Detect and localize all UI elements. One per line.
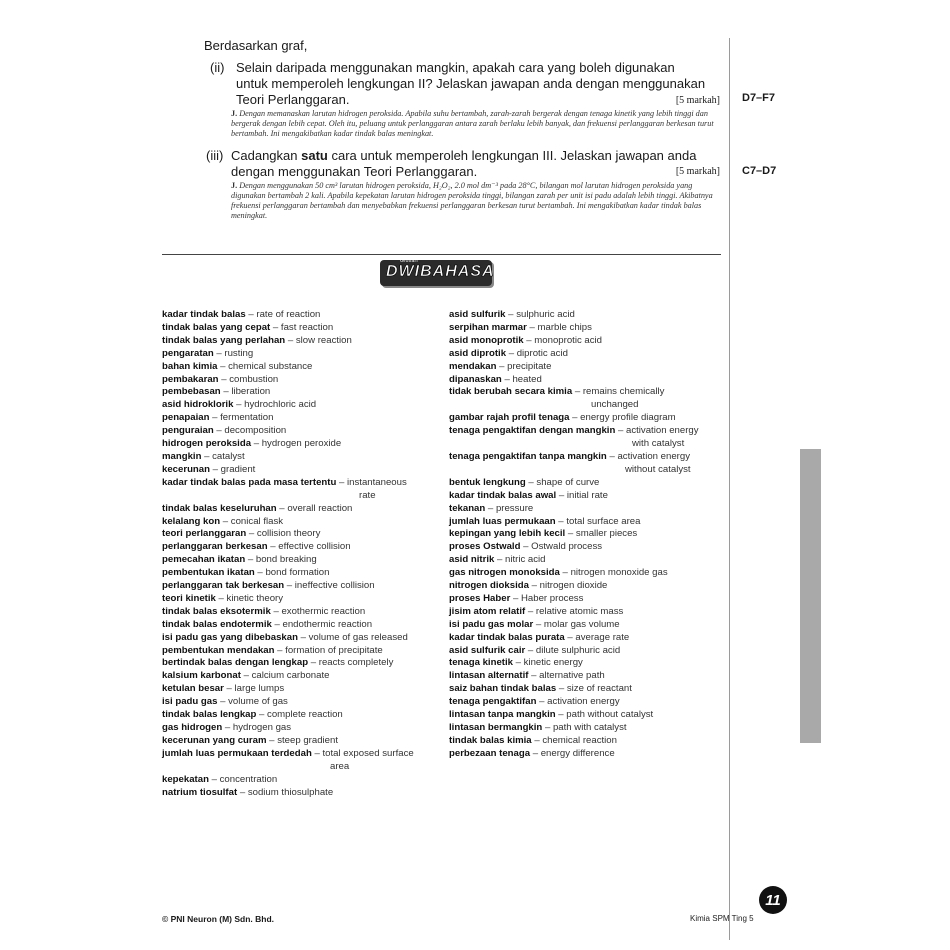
glossary-term: kepingan yang lebih kecil (449, 528, 566, 540)
glossary-entry: pembentukan ikatan – bond formation (162, 567, 330, 579)
glossary-term: pembakaran (162, 373, 219, 385)
glossary-entry: lintasan alternatif – alternative path (449, 670, 605, 682)
glossary-translation: exothermic reaction (281, 605, 366, 617)
question-text (231, 148, 706, 180)
section-divider (162, 254, 721, 255)
glossary-term: jumlah luas permukaan (449, 515, 556, 527)
glossary-term: asid diprotik (449, 347, 507, 359)
glossary-entry: tenaga kinetik – kinetic energy (449, 657, 583, 669)
glossary-entry: perlanggaran tak berkesan – ineffective collision (162, 580, 375, 592)
glossary-term: isi padu gas yang dibebaskan (162, 631, 298, 643)
glossary-term: perlanggaran tak berkesan (162, 580, 285, 592)
glossary-translation-cont: rate (359, 489, 376, 501)
glossary-entry: kalsium karbonat – calcium carbonate (162, 670, 330, 682)
answer-text: Dengan memanaskan larutan hidrogen peroksida. Apabila suhu bertambah, zarah-zarah bergerak dengan tenaga kinetik yang lebih tinggi dan bergerak dengan lebih cepat. Oleh itu, peluang untuk perlanggaran antara zarah berlaku lebih banyak, dan frekuensi perlanggaran berkesan turut bertambah. Ini mengakibatkan kadar tindak balas meningkat. (231, 109, 714, 138)
dwibahasa-logo (380, 258, 495, 286)
glossary-term: gas nitrogen monoksida (449, 567, 560, 579)
glossary-translation: fermentation (220, 412, 274, 424)
glossary-translation: heated (512, 373, 542, 385)
glossary-entry: lintasan tanpa mangkin – path without catalyst (449, 709, 654, 721)
glossary-entry: tindak balas eksotermik – exothermic reaction (162, 605, 366, 617)
glossary-term: jisim atom relatif (449, 605, 526, 617)
glossary-translation: average rate (575, 631, 630, 643)
glossary-entry: kadar tindak balas purata – average rate (449, 631, 630, 643)
question-marks: [5 markah] (675, 95, 720, 106)
glossary-term: tindak balas lengkap (162, 709, 257, 721)
glossary-translation: path without catalyst (566, 709, 654, 721)
glossary-translation: total surface area (566, 515, 641, 527)
glossary-term: tindak balas eksotermik (162, 605, 271, 617)
glossary-term: kadar tindak balas (162, 309, 246, 320)
glossary-term: proses Ostwald (449, 541, 521, 553)
glossary-translation: calcium carbonate (251, 670, 330, 682)
glossary-translation: concentration (219, 773, 278, 785)
glossary-translation-cont: with catalyst (632, 438, 685, 450)
glossary-entry: gas hidrogen – hydrogen gas (162, 722, 292, 733)
glossary-translation: sulphuric acid (516, 309, 575, 320)
question-number: (ii) (210, 60, 225, 75)
glossary-entry: pembakaran – combustion (162, 373, 279, 385)
glossary-entry: asid diprotik – diprotic acid (449, 347, 568, 359)
glossary-translation: volume of gas released (308, 631, 408, 643)
glossary-left-column (162, 309, 447, 799)
glossary-term: dipanaskan (449, 373, 502, 385)
answer-ii (231, 109, 721, 139)
glossary-term: kadar tindak balas awal (449, 489, 557, 501)
glossary-entry: tindak balas keseluruhan – overall reaction (162, 502, 353, 514)
glossary-term: pengaratan (162, 347, 214, 359)
page-margin-rule (729, 38, 730, 940)
glossary-translation: size of reactant (566, 683, 632, 695)
glossary-term: penguraian (162, 425, 214, 437)
glossary-entry: tenaga pengaktifan dengan mangkin – activation energy with catalyst (449, 425, 724, 451)
glossary-term: tindak balas yang cepat (162, 321, 271, 333)
answer-text: Dengan menggunakan 50 cm³ larutan hidrogen peroksida, H₂O₂, 2.0 mol dm⁻³ pada 28°C, bilangan mol larutan hidrogen peroksida yang digunakan bertambah 2 kali. Apabila kepekatan larutan hidrogen peroksida tinggi, bilangan zarah per unit isi padu adalah lebih tinggi. Akibatnya frekuensi perlanggaran bertambah dan menyebabkan frekuensi perlanggaran berkesan turut bertambah. Ini mengakibatkan kadar tindak balas meningkat. (231, 181, 713, 220)
glossary-term: teori perlanggaran (162, 528, 247, 540)
glossary-entry: bentuk lengkung – shape of curve (449, 476, 600, 488)
glossary-entry: proses Ostwald – Ostwald process (449, 541, 603, 553)
glossary-translation: complete reaction (267, 709, 343, 721)
question-text-post: cara untuk memperoleh lengkungan III. Jelaskan jawapan anda dengan menggunakan Teori Perlanggaran. (231, 148, 697, 179)
glossary-entry: kadar tindak balas awal – initial rate (449, 489, 608, 501)
glossary-term: isi padu gas (162, 696, 218, 708)
glossary-term: natrium tiosulfat (162, 786, 238, 798)
glossary-translation: precipitate (507, 360, 552, 372)
question-number: (iii) (206, 148, 224, 163)
glossary-term: lintasan bermangkin (449, 722, 543, 733)
glossary-term: kepekatan (162, 773, 209, 785)
glossary-entry: perbezaan tenaga – energy difference (449, 747, 615, 759)
glossary-entry: teori kinetik – kinetic theory (162, 592, 284, 604)
glossary-term: kalsium karbonat (162, 670, 241, 682)
glossary-entry: proses Haber – Haber process (449, 592, 584, 604)
glossary-entry: kepekatan – concentration (162, 773, 278, 785)
glossary-translation: endothermic reaction (282, 618, 373, 630)
glossary-term: bertindak balas dengan lengkap (162, 657, 309, 669)
glossary-term: tenaga kinetik (449, 657, 513, 669)
glossary-entry: hidrogen peroksida – hydrogen peroxide (162, 438, 342, 450)
glossary-term: tindak balas endotermik (162, 618, 272, 630)
glossary-translation: hydrogen peroxide (261, 438, 342, 450)
glossary-translation: dilute sulphuric acid (535, 644, 621, 656)
glossary-entry: tidak berubah secara kimia – remains chemically unchanged (449, 386, 724, 412)
glossary-entry: asid nitrik – nitric acid (449, 554, 546, 566)
glossary-term: penapaian (162, 412, 210, 424)
glossary-translation-cont: area (330, 760, 350, 772)
glossary-entry: bertindak balas dengan lengkap – reacts completely (162, 657, 394, 669)
glossary-translation: bond formation (265, 567, 330, 579)
glossary-entry: pembentukan mendakan – formation of precipitate (162, 644, 383, 656)
logo-word: DWIBAHASA (386, 263, 495, 280)
glossary-term: bentuk lengkung (449, 476, 526, 488)
glossary-entry: lintasan bermangkin – path with catalyst (449, 722, 627, 733)
glossary-term: tenaga pengaktifan dengan mangkin (449, 425, 616, 437)
glossary-term: pembentukan mendakan (162, 644, 275, 656)
glossary-translation: overall reaction (287, 502, 353, 514)
glossary-translation: chemical reaction (542, 734, 617, 746)
glossary-entry: tindak balas yang cepat – fast reaction (162, 321, 334, 333)
glossary-entry: pemecahan ikatan – bond breaking (162, 554, 317, 566)
glossary-term: bahan kimia (162, 360, 218, 372)
glossary-translation: smaller pieces (575, 528, 638, 540)
glossary-term: asid hidroklorik (162, 399, 234, 411)
glossary-entry: bahan kimia – chemical substance (162, 360, 313, 372)
glossary-entry: ketulan besar – large lumps (162, 683, 285, 695)
glossary-entry: penapaian – fermentation (162, 412, 274, 424)
glossary-translation: monoprotic acid (534, 334, 603, 346)
glossary-entry: tenaga pengaktifan tanpa mangkin – activation energy without catalyst (449, 451, 724, 477)
skill-code-iii: C7–D7 (742, 165, 777, 177)
glossary-entry: teori perlanggaran – collision theory (162, 528, 321, 540)
glossary-translation: instantaneous (347, 476, 407, 488)
glossary-entry: kadar tindak balas – rate of reaction (162, 309, 321, 320)
glossary-translation: energy difference (540, 747, 615, 759)
glossary-term: pembentukan ikatan (162, 567, 255, 579)
glossary-entry: isi padu gas – volume of gas (162, 696, 288, 708)
glossary-translation: total exposed surface (322, 747, 414, 759)
logo-tag: Glosari (400, 258, 418, 264)
glossary-translation: nitrogen dioxide (539, 580, 608, 592)
answer-iii (231, 181, 721, 221)
question-iii (206, 148, 720, 180)
glossary-entry: pembebasan – liberation (162, 386, 271, 398)
glossary-translation: effective collision (278, 541, 351, 553)
glossary-translation: marble chips (537, 321, 592, 333)
glossary-term: asid sulfurik (449, 309, 506, 320)
glossary-translation: catalyst (212, 450, 245, 462)
glossary-term: gambar rajah profil tenaga (449, 412, 570, 424)
glossary-translation: Haber process (521, 592, 584, 604)
glossary-entry: dipanaskan – heated (449, 373, 542, 385)
glossary-entry: tindak balas kimia – chemical reaction (449, 734, 617, 746)
glossary-entry: kadar tindak balas pada masa tertentu – instantaneous rate (162, 477, 447, 503)
glossary-term: ketulan besar (162, 683, 224, 695)
glossary-translation: slow reaction (295, 334, 352, 346)
glossary-translation: fast reaction (280, 321, 334, 333)
glossary-translation: hydrogen gas (232, 722, 292, 733)
glossary-term: mendakan (449, 360, 497, 372)
glossary-entry: asid hidroklorik – hydrochloric acid (162, 399, 317, 411)
glossary-term: tindak balas yang perlahan (162, 334, 286, 346)
glossary-entry: penguraian – decomposition (162, 425, 287, 437)
glossary-term: teori kinetik (162, 592, 216, 604)
glossary-translation: initial rate (566, 489, 608, 501)
glossary-term: hidrogen peroksida (162, 438, 252, 450)
glossary-translation: decomposition (224, 425, 287, 437)
glossary-term: serpihan marmar (449, 321, 527, 333)
glossary-term: tekanan (449, 502, 486, 514)
glossary-translation: formation of precipitate (285, 644, 383, 656)
glossary-term: lintasan tanpa mangkin (449, 709, 556, 721)
glossary-entry: mangkin – catalyst (162, 450, 245, 462)
glossary-translation: steep gradient (277, 734, 338, 746)
glossary-translation: activation energy (547, 696, 620, 708)
glossary-entry: tindak balas lengkap – complete reaction (162, 709, 343, 721)
glossary-term: tenaga pengaktifan tanpa mangkin (449, 450, 607, 462)
glossary-entry: asid monoprotik – monoprotic acid (449, 334, 603, 346)
glossary-entry: gambar rajah profil tenaga – energy profile diagram (449, 412, 676, 424)
glossary-translation: collision theory (256, 528, 321, 540)
glossary-entry: natrium tiosulfat – sodium thiosulphate (162, 786, 334, 798)
glossary-translation: rate of reaction (256, 309, 321, 320)
glossary-term: isi padu gas molar (449, 618, 534, 630)
glossary-translation: shape of curve (536, 476, 600, 488)
question-marks: [5 markah] (675, 166, 720, 177)
glossary-translation: reacts completely (318, 657, 394, 669)
glossary-entry: kepingan yang lebih kecil – smaller pieces (449, 528, 638, 540)
glossary-term: tindak balas kimia (449, 734, 532, 746)
glossary-term: tidak berubah secara kimia (449, 386, 573, 398)
glossary-entry: jumlah luas permukaan – total surface area (449, 515, 641, 527)
glossary-translation: path with catalyst (552, 722, 627, 733)
glossary-term: pembebasan (162, 386, 221, 398)
glossary-entry: perlanggaran berkesan – effective collision (162, 541, 351, 553)
glossary-entry: mendakan – precipitate (449, 360, 552, 372)
glossary-translation: remains chemically (582, 386, 665, 398)
glossary-entry: isi padu gas yang dibebaskan – volume of gas released (162, 631, 408, 643)
glossary-translation: energy profile diagram (580, 412, 676, 424)
glossary-term: jumlah luas permukaan terdedah (162, 747, 312, 759)
glossary-entry: pengaratan – rusting (162, 347, 254, 359)
glossary-term: mangkin (162, 450, 202, 462)
glossary-translation: rusting (224, 347, 254, 359)
glossary-term: tindak balas keseluruhan (162, 502, 277, 514)
glossary-entry: asid sulfurik cair – dilute sulphuric acid (449, 644, 621, 656)
glossary-term: asid nitrik (449, 554, 495, 566)
skill-code-ii: D7–F7 (742, 92, 776, 104)
glossary-term: kadar tindak balas purata (449, 631, 565, 643)
glossary-term: asid sulfurik cair (449, 644, 526, 656)
glossary-term: lintasan alternatif (449, 670, 529, 682)
glossary-translation: relative atomic mass (535, 605, 624, 617)
question-text-pre: Cadangkan (231, 148, 302, 163)
answer-label: J. (231, 109, 238, 118)
glossary-translation: molar gas volume (543, 618, 620, 630)
glossary-translation: kinetic theory (226, 592, 284, 604)
glossary-term: pemecahan ikatan (162, 554, 246, 566)
glossary-right-column (449, 309, 724, 761)
glossary-translation: ineffective collision (294, 580, 375, 592)
glossary-term: kecerunan (162, 463, 210, 475)
glossary-entry: nitrogen dioksida – nitrogen dioxide (449, 580, 608, 592)
glossary-translation: alternative path (539, 670, 605, 682)
glossary-term: perlanggaran berkesan (162, 541, 268, 553)
glossary-translation: nitrogen monoxide gas (570, 567, 668, 579)
glossary-entry: tenaga pengaktifan – activation energy (449, 696, 620, 708)
glossary-entry: tindak balas endotermik – endothermic reaction (162, 618, 373, 630)
glossary-translation: volume of gas (228, 696, 288, 708)
question-text: Selain daripada menggunakan mangkin, apakah cara yang boleh digunakan untuk memperoleh lengkungan II? Jelaskan jawapan anda dengan menggunakan Teori Perlanggaran. (236, 60, 706, 107)
glossary-term: saiz bahan tindak balas (449, 683, 557, 695)
glossary-entry: gas nitrogen monoksida – nitrogen monoxide gas (449, 567, 668, 579)
glossary-translation: bond breaking (255, 554, 317, 566)
question-text-emphasis: satu (301, 148, 328, 163)
glossary-translation: chemical substance (228, 360, 313, 372)
glossary-entry: kelalang kon – conical flask (162, 515, 284, 527)
glossary-translation-cont: without catalyst (625, 463, 691, 475)
glossary-term: nitrogen dioksida (449, 580, 529, 592)
glossary-translation: activation energy (617, 450, 690, 462)
glossary-translation: diprotic acid (516, 347, 568, 359)
glossary-translation: conical flask (230, 515, 284, 527)
glossary-term: asid monoprotik (449, 334, 524, 346)
glossary-entry: kecerunan yang curam – steep gradient (162, 734, 338, 746)
glossary-entry: tindak balas yang perlahan – slow reaction (162, 334, 352, 346)
glossary-term: proses Haber (449, 592, 511, 604)
glossary-translation: hydrochloric acid (244, 399, 317, 411)
glossary-translation: gradient (220, 463, 256, 475)
page-number-badge: 11 (759, 886, 787, 914)
glossary-translation: nitric acid (505, 554, 546, 566)
glossary-translation: pressure (495, 502, 534, 514)
glossary-term: gas hidrogen (162, 722, 223, 733)
glossary-translation: sodium thiosulphate (247, 786, 334, 798)
answer-label: J. (231, 181, 238, 190)
glossary-term: perbezaan tenaga (449, 747, 531, 759)
glossary-term: tenaga pengaktifan (449, 696, 537, 708)
footer-book-title: Kimia SPM Ting 5 (690, 914, 754, 923)
glossary-entry: jumlah luas permukaan terdedah – total exposed surface area (162, 748, 447, 774)
glossary-translation: large lumps (234, 683, 285, 695)
glossary-translation: liberation (231, 386, 271, 398)
glossary-translation: kinetic energy (523, 657, 583, 669)
chapter-side-tab (800, 449, 821, 743)
question-ii (210, 60, 720, 108)
glossary-term: kecerunan yang curam (162, 734, 267, 746)
glossary-entry: isi padu gas molar – molar gas volume (449, 618, 620, 630)
glossary-translation: combustion (229, 373, 279, 385)
glossary-translation-cont: unchanged (591, 399, 639, 411)
glossary-term: kelalang kon (162, 515, 221, 527)
glossary-entry: jisim atom relatif – relative atomic mass (449, 605, 624, 617)
glossary-entry: tekanan – pressure (449, 502, 534, 514)
glossary-entry: serpihan marmar – marble chips (449, 321, 592, 333)
glossary-term: kadar tindak balas pada masa tertentu (162, 476, 337, 488)
glossary-entry: asid sulfurik – sulphuric acid (449, 309, 575, 320)
glossary-translation: Ostwald process (531, 541, 603, 553)
glossary-entry: saiz bahan tindak balas – size of reactant (449, 683, 632, 695)
footer-copyright: © PNI Neuron (M) Sdn. Bhd. (162, 914, 275, 924)
question-intro: Berdasarkan graf, (204, 38, 308, 53)
glossary-entry: kecerunan – gradient (162, 463, 256, 475)
glossary-translation: activation energy (626, 425, 699, 437)
